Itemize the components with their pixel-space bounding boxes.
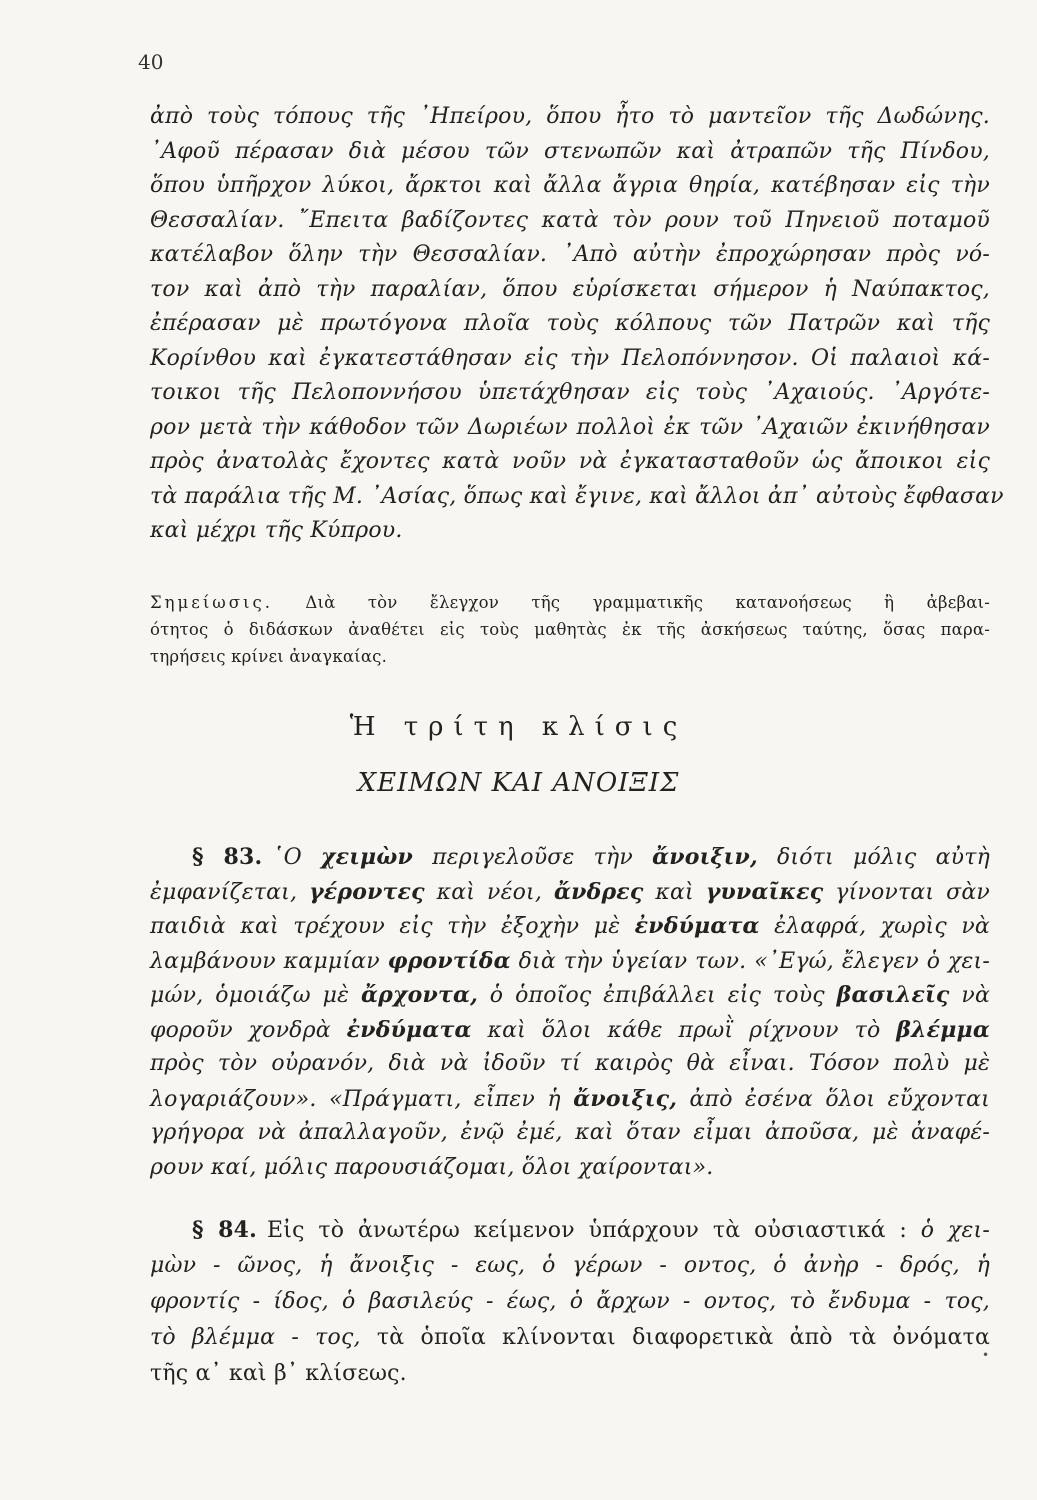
emphasized-word: χειμὼν bbox=[320, 844, 413, 870]
text-run: καὶ bbox=[643, 879, 706, 905]
emphasized-word: φροντίδα bbox=[387, 947, 511, 974]
text-run: γίνονται σὰν bbox=[823, 879, 991, 905]
text-run: διότι μόλις αὐτὴ bbox=[757, 845, 990, 870]
note-line: τηρήσεις κρίνει ἀναγκαίας. bbox=[150, 647, 388, 666]
text-line: κατέλαβον ὅλην τὴν Θεσσαλίαν. ᾿Απὸ αὐτὴν ἐπροχώρησαν πρὸς νό- bbox=[150, 242, 990, 267]
ink-mark: • bbox=[982, 1348, 990, 1362]
text-run: μὼν - ῶνος, ἡ ἄνοιξις - εως, ὁ γέρων - οντος, ὁ ἀνὴρ - δρός, ἡ bbox=[150, 1253, 990, 1278]
text-run: περιγελοῦσε τὴν bbox=[412, 845, 653, 870]
text-line bbox=[150, 1013, 990, 1048]
text-run: ἐλαφρά, χωρὶς νὰ bbox=[759, 914, 990, 939]
text-run: ῾Ο bbox=[272, 845, 321, 870]
emphasized-word: ἄρχοντα, bbox=[360, 982, 478, 1008]
text-run: μών, ὁμοιάζω μὲ bbox=[150, 983, 361, 1008]
text-line: τον καὶ ἀπὸ τὴν παραλίαν, ὅπου εὑρίσκεται σήμερον ἡ Ναύπακτος, bbox=[150, 276, 990, 302]
emphasized-word: ἄνδρες bbox=[554, 878, 644, 905]
text-line bbox=[150, 1248, 990, 1284]
text-run: τὸ βλέμμα - τος, bbox=[150, 1325, 377, 1350]
text-line: ἐπέρασαν μὲ πρωτόγονα πλοῖα τοὺς κόλπους τῶν Πατρῶν καὶ τῆς bbox=[150, 311, 990, 336]
text-line bbox=[150, 840, 990, 875]
declension-heading: Ἡ τρίτη κλίσις bbox=[349, 712, 688, 742]
upright-text: τῆς α᾿ καὶ β᾿ κλίσεως. bbox=[150, 1361, 407, 1386]
text-run: φροντίς - ίδος, ὁ βασιλεύς - έως, ὁ ἄρχων - οντος, τὸ ἔνδυμα - τος, bbox=[150, 1289, 990, 1314]
section-number: § 83. bbox=[192, 844, 263, 870]
text-line bbox=[150, 909, 990, 944]
note-line: ότητος ὁ διδάσκων ἀναθέτει εἰς τοὺς μαθητὰς ἐκ τῆς ἀσκήσεως ταύτης, ὅσας παρα- bbox=[150, 620, 990, 639]
upright-text: Εἰς τὸ ἀνωτέρω κείμενον ὑπάρχουν τὰ οὐσιαστικά : bbox=[267, 1218, 921, 1243]
note-line bbox=[150, 589, 990, 616]
text-line: τὰ παράλια τῆς Μ. ᾿Ασίας, ὅπως καὶ ἔγινε, καὶ ἄλλοι ἀπ᾿ αὐτοὺς ἔφθασαν bbox=[150, 483, 1004, 509]
emphasized-word: βλέμμα bbox=[896, 1016, 990, 1043]
text-run: καὶ νέοι, bbox=[424, 879, 554, 905]
section-83 bbox=[150, 840, 990, 1185]
text-line bbox=[150, 978, 990, 1013]
text-line bbox=[150, 1151, 990, 1186]
text-run: λογαριάζουν». «Πράγματι, εἶπεν ἡ bbox=[150, 1086, 574, 1112]
note-label: Σημείωσις. bbox=[150, 593, 273, 612]
text-run: ἀπὸ ἐσένα ὅλοι εὔχονται bbox=[677, 1086, 990, 1112]
text-line: ὅπου ὑπῆρχον λύκοι, ἄρκτοι καὶ ἄλλα ἄγρια θηρία, κατέβησαν εἰς τὴν bbox=[150, 173, 990, 198]
text-line bbox=[150, 1356, 990, 1392]
section-number: § 84. bbox=[192, 1217, 258, 1243]
note-text: Διὰ τὸν ἔλεγχον τῆς γραμματικῆς κατανοήσεως ἢ ἀβεβαι- bbox=[305, 593, 990, 612]
text-run: ρουν καί, μόλις παρουσιάζομαι, ὅλοι χαίρονται». bbox=[150, 1154, 714, 1180]
text-run: καὶ ὅλοι κάθε πρωῒ ρίχνουν τὸ bbox=[471, 1017, 897, 1043]
text-run: ἐμφανίζεται, bbox=[150, 879, 310, 905]
emphasized-word: ἐνδύματα bbox=[346, 1016, 472, 1043]
text-run: διὰ τὴν ὑγείαν των. «᾿Εγώ, ἔλεγεν ὁ χει- bbox=[510, 948, 990, 974]
text-line: Κορίνθου καὶ ἐγκατεστάθησαν εἰς τὴν Πελοπόννησον. Οἱ παλαιοὶ κά- bbox=[150, 345, 990, 371]
emphasized-word: ἄνοιξιν, bbox=[652, 844, 758, 870]
text-line bbox=[150, 1047, 990, 1082]
text-line bbox=[150, 1284, 990, 1320]
text-line: ἀπὸ τοὺς τόπους τῆς ᾿Ηπείρου, ὅπου ἦτο τὸ μαντεῖον τῆς Δωδώνης. bbox=[150, 104, 990, 129]
text-run: γρήγορα νὰ ἀπαλλαγοῦν, ἐνῷ ἐμέ, καὶ ὅταν εἶμαι ἀποῦσα, μὲ ἀναφέ- bbox=[150, 1120, 990, 1145]
text-line bbox=[150, 875, 990, 910]
text-line bbox=[150, 1082, 990, 1117]
emphasized-word: γυναῖκες bbox=[705, 878, 824, 905]
text-line: πρὸς ἀνατολὰς ἔχοντες κατὰ νοῦν νὰ ἐγκατασταθοῦν ὡς ἄποικοι εἰς bbox=[150, 449, 990, 474]
text-run: φοροῦν χονδρὰ bbox=[150, 1017, 347, 1043]
emphasized-word: βασιλεῖς bbox=[836, 982, 950, 1008]
paragraph-1 bbox=[150, 100, 1004, 549]
emphasized-word: ἄνοιξις, bbox=[573, 1085, 678, 1112]
text-line: τοικοι τῆς Πελοποννήσου ὑπετάχθησαν εἰς τοὺς ᾿Αχαιούς. ᾿Αργότε- bbox=[150, 380, 990, 405]
page-number: 40 bbox=[138, 50, 164, 74]
emphasized-word: ἐνδύματα bbox=[634, 913, 760, 939]
lesson-title: ΧΕΙΜΩΝ ΚΑΙ ΑΝΟΙΞΙΣ bbox=[357, 768, 680, 798]
text-line: ρον μετὰ τὴν κάθοδον τῶν Δωριέων πολλοὶ ἐκ τῶν ᾿Αχαιῶν ἐκινήθησαν bbox=[150, 414, 990, 440]
text-run: ὁ χει- bbox=[920, 1218, 990, 1243]
text-run: νὰ bbox=[949, 983, 991, 1008]
text-run: παιδιὰ καὶ τρέχουν εἰς τὴν ἐξοχὴν μὲ bbox=[150, 914, 635, 939]
text-line bbox=[150, 1212, 990, 1248]
text-line bbox=[150, 1320, 990, 1356]
text-line bbox=[150, 944, 990, 979]
text-line: καὶ μέχρι τῆς Κύπρου. bbox=[150, 518, 403, 543]
text-line: Θεσσαλίαν. ῎Επειτα βαδίζοντες κατὰ τὸν ρουν τοῦ Πηνειοῦ ποταμοῦ bbox=[150, 207, 990, 233]
section-84 bbox=[150, 1212, 990, 1392]
text-line bbox=[150, 1116, 990, 1151]
text-run: πρὸς τὸν οὐρανόν, διὰ νὰ ἰδοῦν τί καιρὸς θὰ εἶναι. Τόσον πολὺ μὲ bbox=[150, 1051, 990, 1076]
upright-text: τὰ ὁποῖα κλίνονται διαφορετικὰ ἀπὸ τὰ ὀνόματα bbox=[376, 1325, 990, 1350]
text-line: ᾿Αφοῦ πέρασαν διὰ μέσου τῶν στενωπῶν καὶ ἀτραπῶν τῆς Πίνδου, bbox=[150, 138, 990, 164]
emphasized-word: γέροντες bbox=[309, 878, 425, 905]
note bbox=[150, 589, 990, 670]
text-run: ὁ ὁποῖος ἐπιβάλλει εἰς τοὺς bbox=[477, 983, 837, 1008]
text-run: λαμβάνουν καμμίαν bbox=[150, 948, 388, 974]
